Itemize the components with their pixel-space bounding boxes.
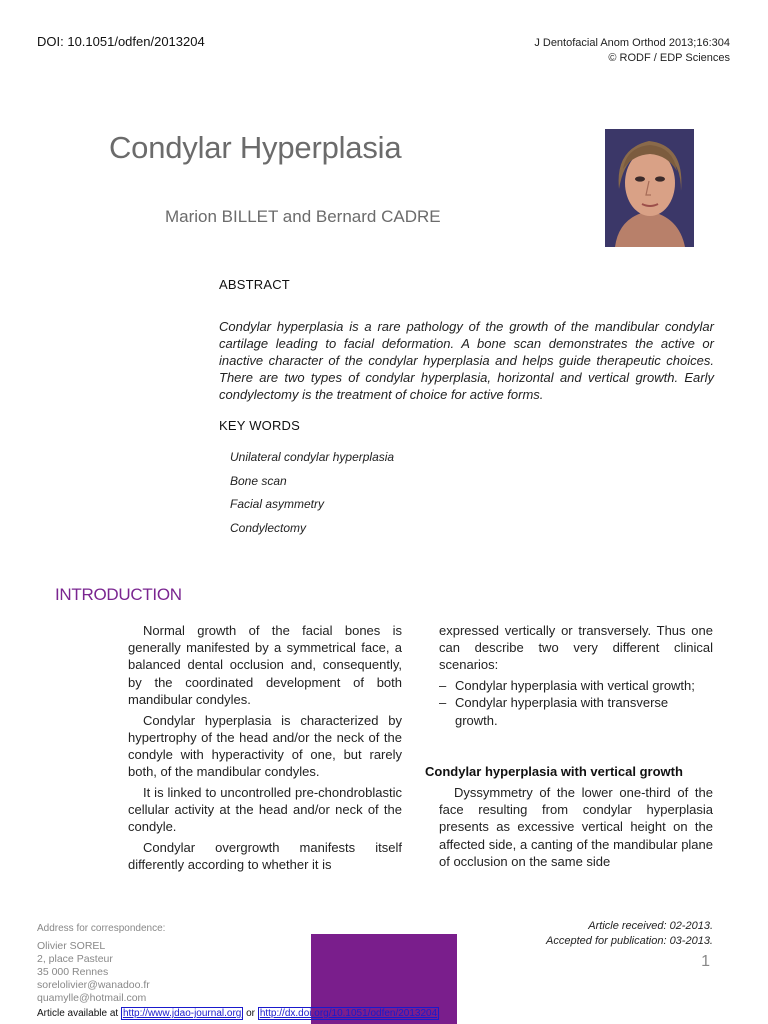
journal-line-1: J Dentofacial Anom Orthod 2013;16:304 (534, 37, 730, 49)
keyword-item: Facial asymmetry (230, 497, 325, 511)
keywords-list (230, 446, 394, 540)
list-item: – Condylar hyperplasia with vertical growth; (439, 677, 713, 694)
patient-photo (605, 129, 694, 247)
column-right (439, 622, 713, 729)
authors: Marion BILLET and Bernard CADRE (165, 207, 441, 226)
received-date: Article received: 02-2013. (588, 920, 713, 932)
paragraph: Normal growth of the facial bones is generally manifested by a symmetrical face, a balanced dental occlusion and, consequently, by the coordinated development of both mandibular condyles. (128, 623, 402, 707)
journal-line-2: © RODF / EDP Sciences (608, 52, 730, 64)
paragraph: expressed vertically or transversely. Thus one can describe two very different clinical scenarios: (439, 623, 713, 673)
available-prefix: Article available at (37, 1008, 119, 1019)
available-or: or (246, 1008, 256, 1019)
address-label: Address for correspondence: (37, 923, 166, 934)
section-subheading: Condylar hyperplasia with vertical growth (425, 764, 683, 779)
page-number: 1 (701, 953, 710, 970)
address-line: sorelolivier@wanadoo.fr (37, 979, 150, 991)
journal-link[interactable]: http://www.jdao-journal.org (122, 1008, 242, 1019)
keyword-item: Bone scan (230, 473, 287, 488)
correspondence-address (37, 940, 150, 1005)
journal-citation (534, 36, 730, 66)
introduction-heading: INTRODUCTION (55, 585, 182, 604)
address-line: 2, place Pasteur (37, 953, 113, 965)
doi-link[interactable]: http://dx.doi.org/10.1051/odfen/2013204 (259, 1008, 438, 1019)
article-availability (37, 1008, 439, 1019)
article-title: Condylar Hyperplasia (109, 130, 402, 165)
abstract-text: Condylar hyperplasia is a rare pathology of the growth of the mandibular condylar cartilage leading to facial deformation. A bone scan demonstrates the active or inactive character of the condylar hyperplasia and helps guide therapeutic choices. There are two types of condylar hyperplasia, horizontal and vertical growth. Early condylectomy is the treatment of choice for active forms. (219, 319, 714, 402)
abstract-heading: ABSTRACT (219, 277, 290, 292)
keyword-item: Condylectomy (230, 520, 307, 535)
keyword-item: Unilateral condylar hyperplasia (230, 450, 395, 464)
column-left (128, 622, 402, 877)
column-right-continued (439, 784, 713, 874)
doi: DOI: 10.1051/odfen/2013204 (37, 34, 205, 49)
paragraph: Dyssymmetry of the lower one-third of the face resulting from condylar hyperplasia presents as excessive vertical height on the affected side, a canting of the mandibular plane of occlusion on the same side (439, 785, 713, 869)
address-line: 35 000 Rennes (37, 966, 109, 978)
accepted-date: Accepted for publication: 03-2013. (546, 935, 713, 947)
address-line: quamylle@hotmail.com (37, 992, 147, 1004)
paragraph: It is linked to uncontrolled pre-chondroblastic cellular activity at the head and/or neck of the condyle. (128, 784, 402, 835)
keywords-heading: KEY WORDS (219, 418, 301, 433)
address-line: Olivier SOREL (37, 940, 106, 952)
article-dates (546, 919, 713, 949)
face-image (605, 129, 694, 247)
list-item: – Condylar hyperplasia with transverse growth. (439, 694, 713, 728)
paragraph: Condylar overgrowth manifests itself differently according to whether it is (128, 839, 402, 873)
scenario-list (439, 677, 713, 729)
paragraph: Condylar hyperplasia is characterized by hypertrophy of the head and/or the neck of the condyle with hyperactivity of one, but rarely both, of the mandibular condyles. (128, 712, 402, 780)
